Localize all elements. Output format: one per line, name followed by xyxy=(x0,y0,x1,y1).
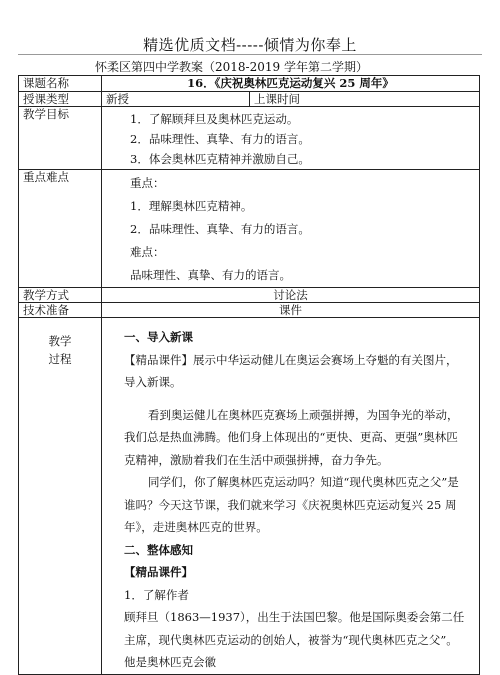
method-label: 教学方式 xyxy=(19,288,102,303)
tech-value: 课件 xyxy=(102,303,480,318)
key-line: 重点： xyxy=(130,176,165,190)
spacer xyxy=(124,394,467,404)
page-banner: 精选优质文档-----倾情为你奉上 xyxy=(143,36,357,54)
goals-cell xyxy=(102,107,480,170)
section-heading: 一、导入新课 xyxy=(124,330,193,344)
process-label-cell xyxy=(19,318,102,675)
courseware-text: 【精品课件】展示中华运动健儿在奥运会赛场上夺魁的有关图片，导入新课。 xyxy=(124,352,458,389)
paragraph xyxy=(124,349,467,394)
tech-label: 技术准备 xyxy=(19,303,102,318)
method-row xyxy=(19,288,480,303)
topic-label: 课题名称 xyxy=(19,76,102,92)
process-label-line-2: 过程 xyxy=(48,352,72,366)
goal-item: 1．了解顾拜旦及奥林匹克运动。 xyxy=(130,112,299,126)
paragraph: 1．了解作者 xyxy=(124,587,189,602)
process-cell xyxy=(102,318,480,675)
goals-label: 教学目标 xyxy=(19,107,102,170)
goal-item: 2．品味理性、真挚、有力的语言。 xyxy=(130,132,310,146)
type-value: 新授 xyxy=(102,92,250,107)
topic-value: 16．《庆祝奥林匹克运动复兴 25 周年》 xyxy=(102,76,480,92)
goal-item: 3．体会奥林匹克精神并激励自己。 xyxy=(130,152,310,166)
lesson-plan-subtitle: 怀柔区第四中学教案（2018-2019 学年第二学期） xyxy=(95,60,368,74)
lesson-plan-table xyxy=(18,75,480,675)
paragraph: 看到奥运健儿在奥林匹克赛场上顽强拼搏，为国争光的举动，我们总是热血沸腾。他们身上体现出的“更快、更高、更强”奥林匹克精神，激励着我们在生活中顽强拼搏，奋力争先。 xyxy=(124,407,459,467)
topic-row xyxy=(19,76,480,92)
courseware-tag: 【精品课件】 xyxy=(124,565,193,579)
time-label: 上课时间 xyxy=(250,92,480,107)
section-heading: 二、整体感知 xyxy=(124,542,193,557)
key-line: 品味理性、真挚、有力的语言。 xyxy=(130,268,291,282)
key-label: 重点难点 xyxy=(19,170,102,288)
key-cell xyxy=(102,170,480,288)
type-row xyxy=(19,92,480,107)
header-rule xyxy=(18,54,482,55)
method-value: 讨论法 xyxy=(102,288,480,303)
tech-row xyxy=(19,303,480,318)
key-line: 1．理解奥林匹克精神。 xyxy=(130,199,253,213)
key-line: 2．品味理性、真挚、有力的语言。 xyxy=(130,222,310,236)
process-label-line-1: 教学 xyxy=(48,334,72,348)
key-row xyxy=(19,170,480,288)
goals-row xyxy=(19,107,480,170)
key-line: 难点： xyxy=(130,245,165,259)
paragraph: 顾拜旦（1863—1937），出生于法国巴黎。他是国际奥委会第二任主席，现代奥林匹克运动的创始人，被誉为“现代奥林匹克之父”。他是奥林匹克会徽 xyxy=(124,610,465,669)
type-label: 授课类型 xyxy=(19,92,102,107)
paragraph: 同学们，你了解奥林匹克运动吗？知道“现代奥林匹克之父”是谁吗？今天这节课，我们就来学习《庆祝奥林匹克运动复兴 25 周年》，走进奥林匹克的世界。 xyxy=(124,475,459,534)
process-row xyxy=(19,318,480,675)
